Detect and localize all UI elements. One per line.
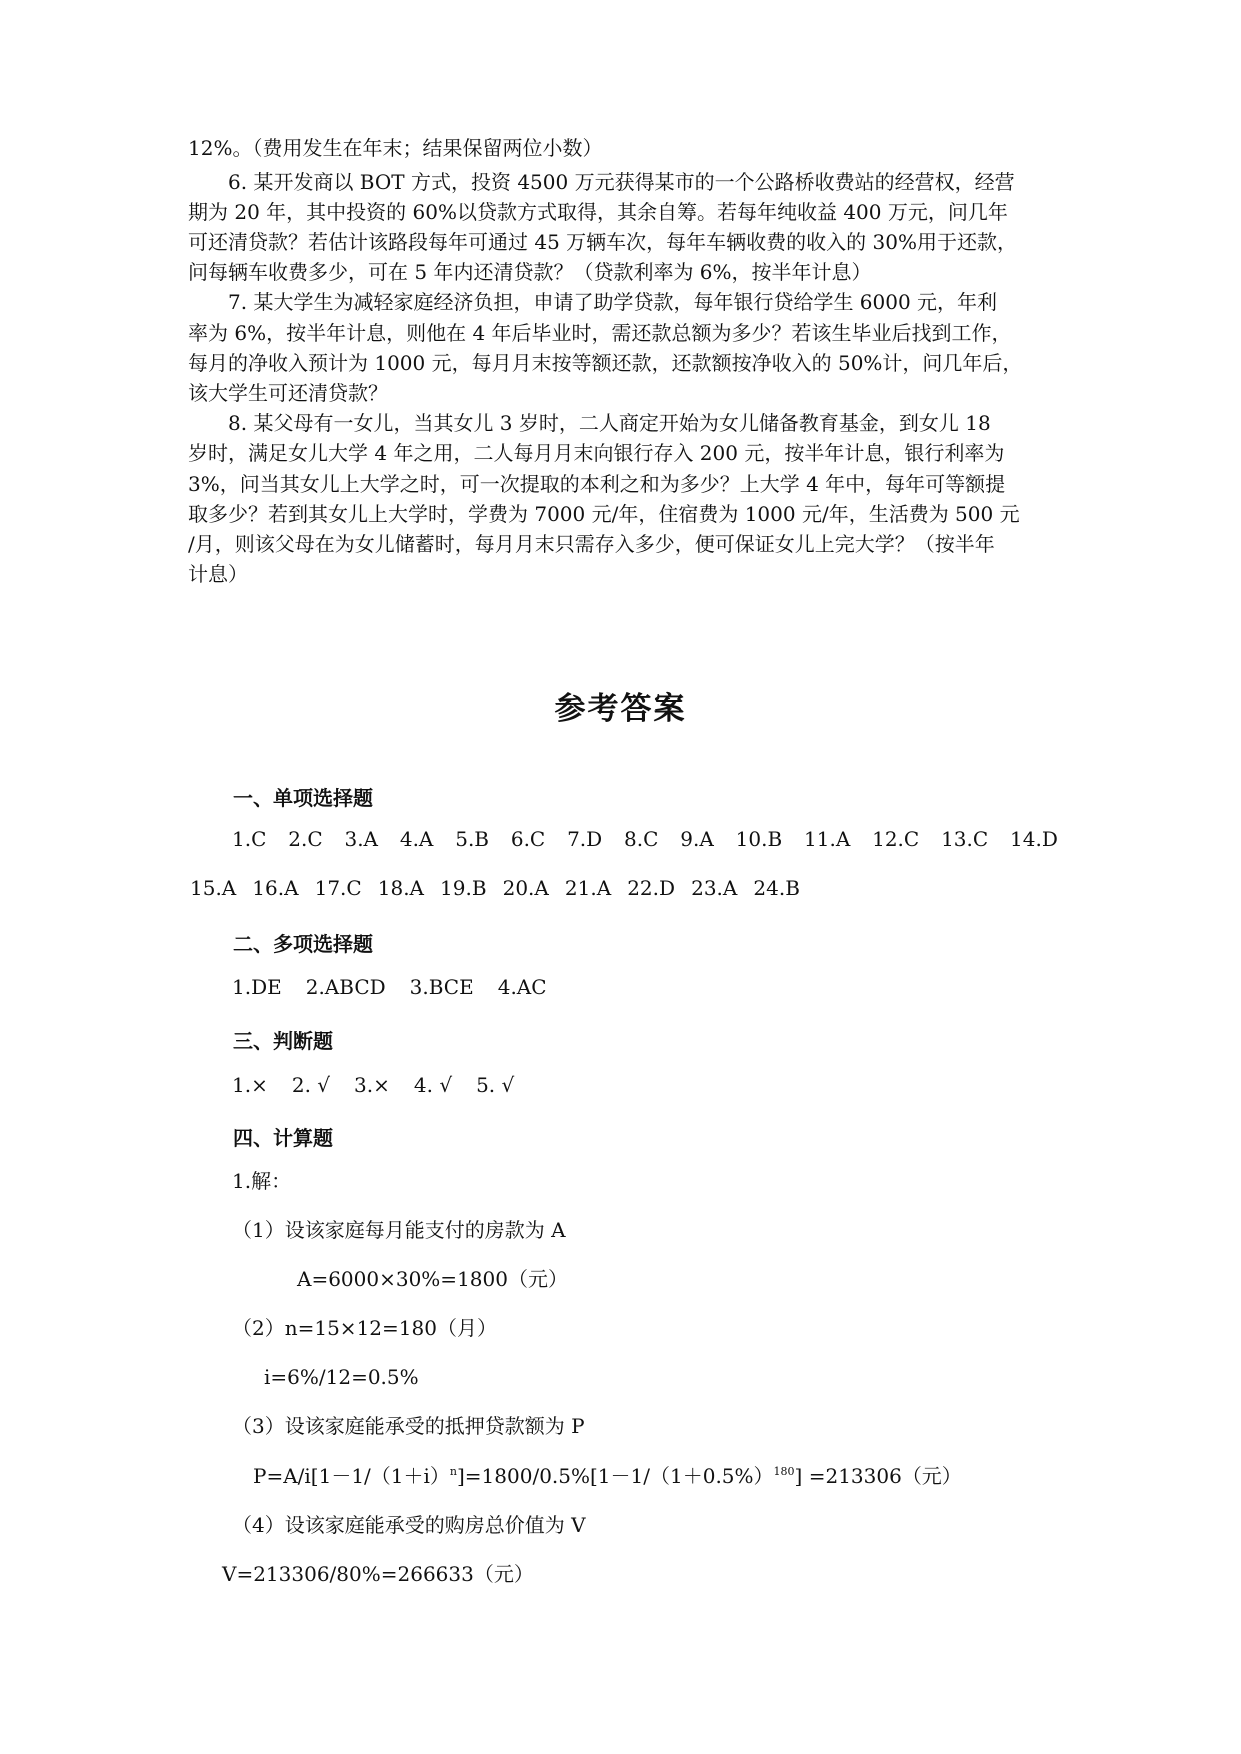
equation-part: ]=1800/0.5%[1－1/（1＋0.5%） [457,1464,774,1488]
calc-step-2: （2）n=15×12=180（月） [232,1316,497,1340]
question-6-line-3: 可还清贷款？若估计该路段每年可通过 45 万辆车次，每年车辆收费的收入的 30%用于还款， [188,230,1017,254]
answer-item: 5. √ [476,1073,515,1097]
answer-item: 23.A [691,876,738,900]
multiple-choice-answers [232,975,547,999]
calc-step-4-equation: V=213306/80%=266633（元） [222,1562,534,1586]
exponent-180: 180 [773,1465,795,1478]
answer-item: 2.ABCD [305,975,386,999]
answer-item: 9.A [680,827,714,851]
judgement-answers [232,1073,514,1097]
calc-step-1-equation: A=6000×30%=1800（元） [297,1267,568,1291]
section-judgement-heading: 三、判断题 [233,1029,333,1053]
answer-item: 3.BCE [409,975,474,999]
answer-item: 20.A [502,876,549,900]
question-8-line-2: 岁时，满足女儿大学 4 年之用，二人每月月末向银行存入 200 元，按半年计息，银行利率为 [188,441,1005,465]
answer-item: 16.A [252,876,299,900]
question-6-line-2: 期为 20 年，其中投资的 60%以贷款方式取得，其余自筹。若每年纯收益 400 万元，问几年 [188,200,1008,224]
answer-item: 19.B [440,876,487,900]
section-single-choice-heading: 一、单项选择题 [233,786,373,810]
answer-item: 10.B [735,827,783,851]
answer-item: 2. √ [291,1073,331,1097]
answer-item: 24.B [753,876,800,900]
calc-step-4: （4）设该家庭能承受的购房总价值为 V [232,1513,586,1537]
single-choice-row-2 [190,876,800,900]
answer-item: 4.A [399,827,434,851]
answer-item: 1.C [232,827,267,851]
question-7-line-4: 该大学生可还清贷款？ [188,381,388,405]
answer-item: 6.C [510,827,546,851]
answer-item: 3.A [344,827,378,851]
equation-part: P=A/i[1－1/（1＋i） [253,1464,450,1488]
question-7-line-3: 每月的净收入预计为 1000 元，每月月末按等额还款，还款额按净收入的 50%计，问几年后， [188,351,1023,375]
answer-key-title: 参考答案 [554,691,687,727]
question-6-line-1: 6. 某开发商以 BOT 方式，投资 4500 万元获得某市的一个公路桥收费站的经营权，经营 [228,170,1015,194]
question-8-line-1: 8. 某父母有一女儿，当其女儿 3 岁时，二人商定开始为女儿储备教育基金，到女儿 18 [228,411,991,435]
single-choice-row-1 [232,827,1058,851]
question-8-line-6: 计息） [188,562,248,586]
answer-item: 12.C [872,827,920,851]
question-6-line-4: 问每辆车收费多少，可在 5 年内还清贷款？（贷款利率为 6%，按半年计息） [188,260,872,284]
question-8-line-3: 3%，问当其女儿上大学之时，可一次提取的本利之和为多少？上大学 4 年中，每年可等额提 [188,472,1006,496]
answer-item: 2.C [288,827,323,851]
question-7-line-2: 率为 6%，按半年计息，则他在 4 年后毕业时，需还款总额为多少？若该生毕业后找到工作， [188,321,1012,345]
answer-item: 18.A [377,876,424,900]
question-7-line-1: 7. 某大学生为减轻家庭经济负担，申请了助学贷款，每年银行贷给学生 6000 元，年利 [228,290,998,314]
calc-step-3: （3）设该家庭能承受的抵押贷款额为 P [232,1414,585,1438]
section-calculation-heading: 四、计算题 [233,1126,333,1150]
solution-label: 1.解： [232,1169,292,1193]
answer-item: 7.D [567,827,603,851]
question-8-line-5: /月，则该父母在为女儿储蓄时，每月月末只需存入多少，便可保证女儿上完大学？（按半年 [188,532,995,556]
answer-item: 17.C [314,876,362,900]
answer-item: 11.A [804,827,851,851]
answer-item: 5.B [455,827,489,851]
answer-item: 3.× [354,1073,390,1097]
answer-item: 22.D [627,876,676,900]
answer-item: 14.D [1010,827,1058,851]
exponent-n: n [449,1465,457,1478]
answer-item: 1.× [232,1073,268,1097]
calc-step-1: （1）设该家庭每月能支付的房款为 A [232,1218,566,1242]
calc-step-2-equation: i=6%/12=0.5% [264,1365,419,1389]
question-5-tail: 12%。（费用发生在年末；结果保留两位小数） [188,136,603,160]
answer-item: 1.DE [232,975,282,999]
answer-item: 15.A [190,876,237,900]
calc-step-3-equation [253,1463,962,1489]
answer-item: 4.AC [497,975,547,999]
answer-item: 8.C [624,827,659,851]
answer-item: 4. √ [413,1073,453,1097]
question-8-line-4: 取多少？若到其女儿上大学时，学费为 7000 元/年，住宿费为 1000 元/年，生活费为 500 元 [188,502,1020,526]
answer-item: 21.A [564,876,612,900]
answer-item: 13.C [941,827,989,851]
section-multiple-choice-heading: 二、多项选择题 [233,932,373,956]
equation-part: ] =213306（元） [794,1464,962,1488]
